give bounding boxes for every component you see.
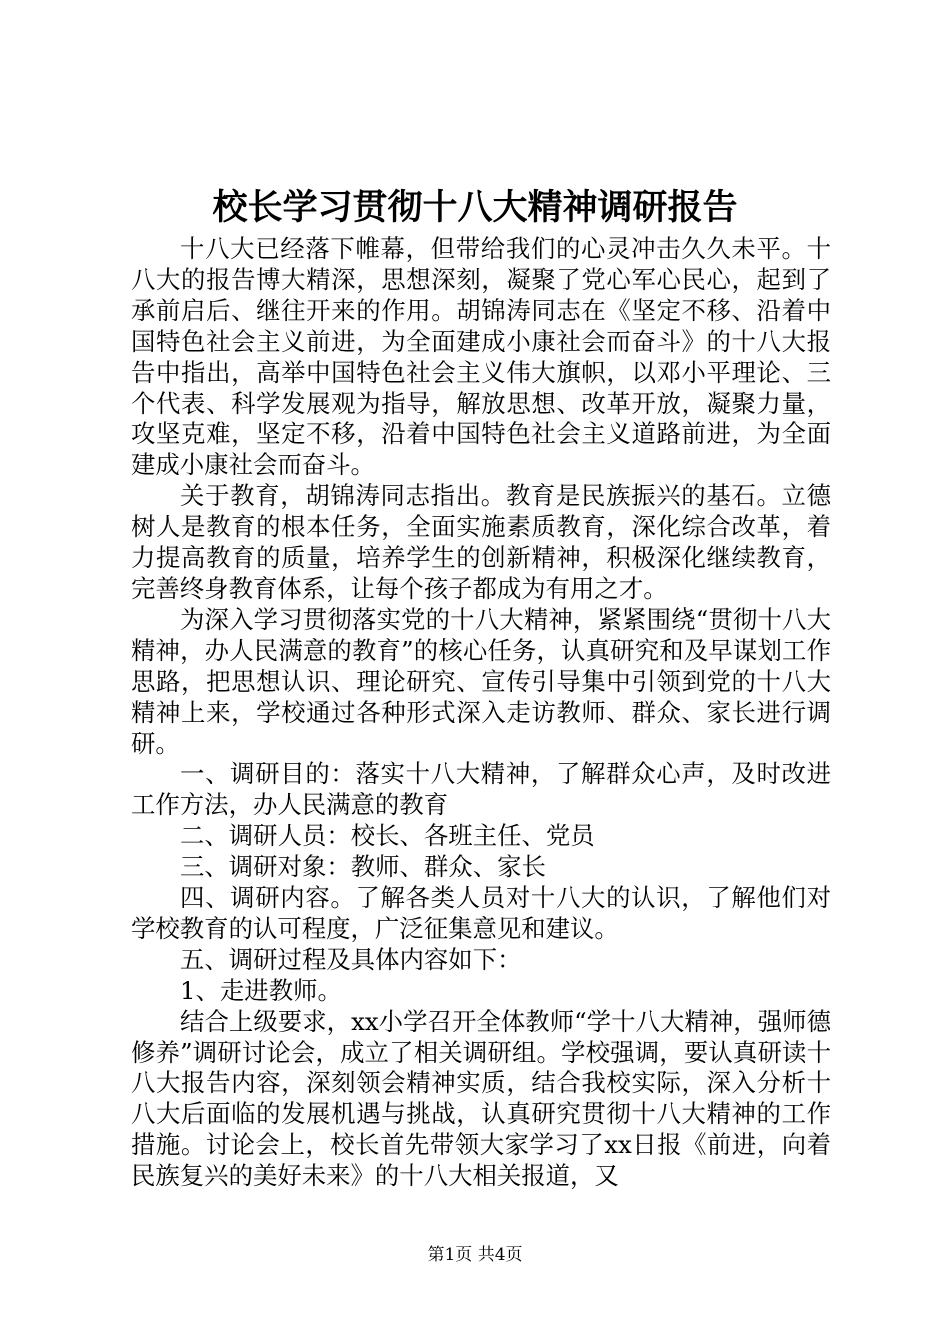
paragraph-5: 二、调研人员：校长、各班主任、党员 xyxy=(180,821,595,851)
paragraph-3: 为深入学习贯彻落实党的十八大精神，紧紧围绕“贯彻十八大精神，办人民满意的教育”的核心任务，认真研究和及早谋划工作思路，把思想认识、理论研究、宣传引导集中引领到党的十八大精神上来，学校通过各种形式深入走访教师、群众、家长进行调研。 xyxy=(131,604,831,758)
paragraph-10: 结合上级要求，xx小学召开全体教师“学十八大精神，强师德修养”调研讨论会，成立了相关调研组。学校强调，要认真研读十八大报告内容，深刻领会精神实质，结合我校实际，深入分析十八大后面临的发展机遇与挑战，认真研究贯彻十八大精神的工作措施。讨论会上，校长首先带领大家学习了xx日报《前进，向着民族复兴的美好未来》的十八大相关报道，又 xyxy=(131,1006,831,1191)
document-title: 校长学习贯彻十八大精神调研报告 xyxy=(212,187,738,228)
paragraph-1: 十八大已经落下帷幕，但带给我们的心灵冲击久久未平。十八大的报告博大精深，思想深刻，凝聚了党心军心民心，起到了承前启后、继往开来的作用。胡锦涛同志在《坚定不移、沿着中国特色社会主义前进，为全面建成小康社会而奋斗》的十八大报告中指出，高举中国特色社会主义伟大旗帜，以邓小平理论、三个代表、科学发展观为指导，解放思想、改革开放，凝聚力量，攻坚克难，坚定不移，沿着中国特色社会主义道路前进，为全面建成小康社会而奋斗。 xyxy=(131,234,831,480)
paragraph-7: 四、调研内容。了解各类人员对十八大的认识，了解他们对学校教育的认可程度，广泛征集意见和建议。 xyxy=(131,883,831,943)
paragraph-9: 1、走进教师。 xyxy=(180,975,342,1005)
paragraph-4: 一、调研目的：落实十八大精神，了解群众心声，及时改进工作方法，办人民满意的教育 xyxy=(131,759,831,820)
page-footer: 第1页 共4页 xyxy=(427,1245,523,1265)
paragraph-6: 三、调研对象：教师、群众、家长 xyxy=(180,852,546,882)
paragraph-8: 五、调研过程及具体内容如下： xyxy=(180,944,522,974)
document-body xyxy=(131,234,831,1192)
paragraph-2: 关于教育，胡锦涛同志指出。教育是民族振兴的基石。立德树人是教育的根本任务，全面实施素质教育，深化综合改革，着力提高教育的质量，培养学生的创新精神，积极深化继续教育，完善终身教育体系，让每个孩子都成为有用之才。 xyxy=(131,481,831,603)
